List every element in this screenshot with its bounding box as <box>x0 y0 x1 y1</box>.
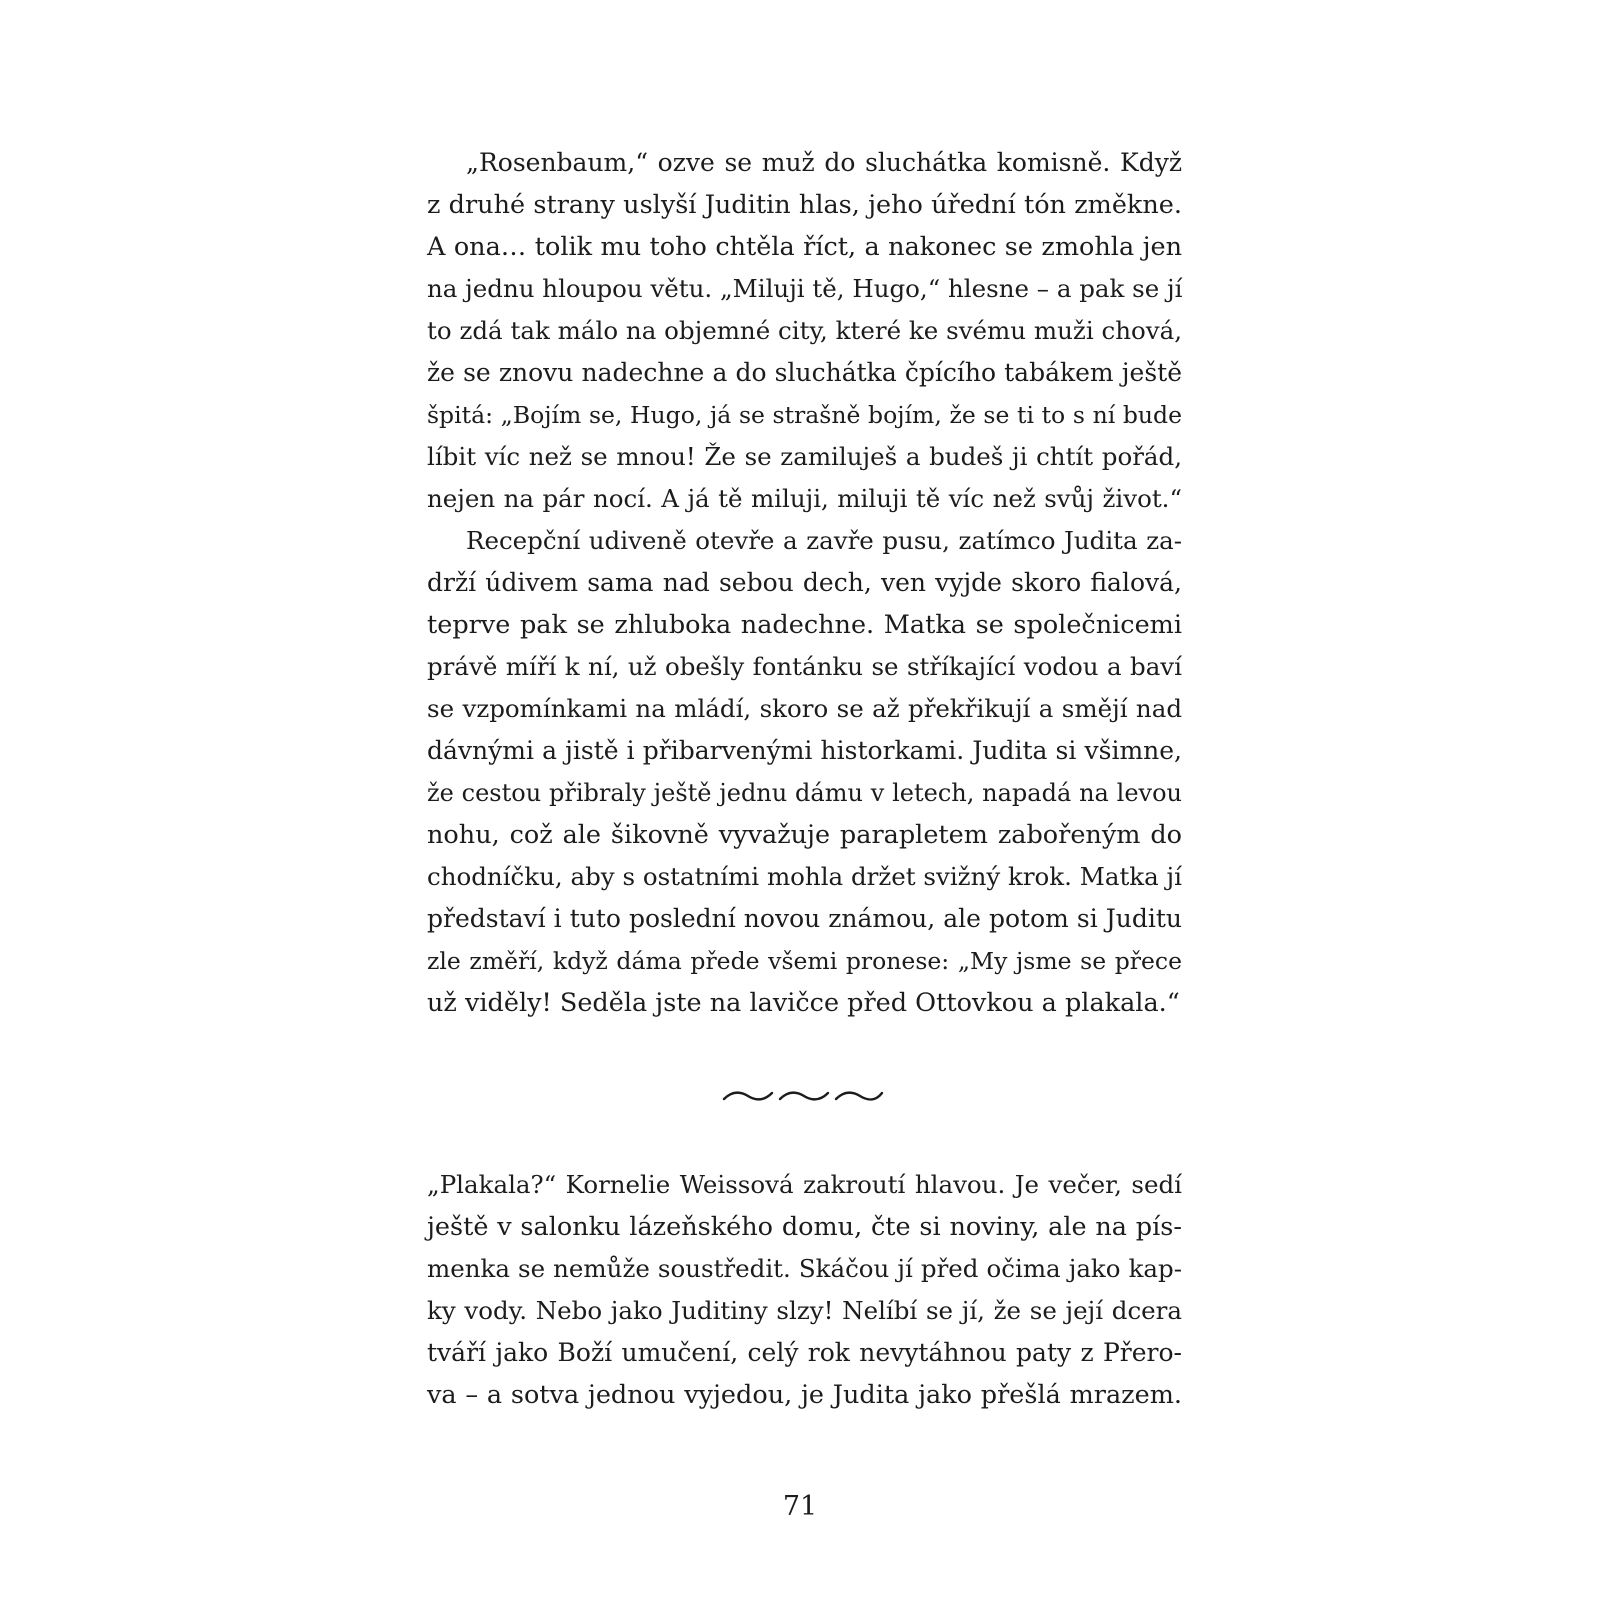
text-line: Recepční udiveně otevře a zavře pusu, zatímco Judita za- <box>466 526 1182 555</box>
text-line: zle změří, když dáma přede všemi pronese: „My jsme se přece <box>427 947 1182 975</box>
text-line: právě míří k ní, už obešly fontánku se stříkající vodou a baví <box>427 652 1182 681</box>
text-line: to zdá tak málo na objemné city, které ke svému muži chová, <box>427 316 1182 345</box>
text-line: „Plakala?“ Kornelie Weissová zakroutí hlavou. Je večer, sedí <box>427 1170 1182 1199</box>
text-line: nejen na pár nocí. A já tě miluji, miluji tě víc než svůj život.“ <box>427 484 1182 513</box>
text-line: představí i tuto poslední novou známou, ale potom si Juditu <box>427 904 1182 933</box>
text-line: menka se nemůže soustředit. Skáčou jí před očima jako kap- <box>427 1254 1182 1283</box>
text-line: teprve pak se zhluboka nadechne. Matka se společnicemi <box>427 610 1182 640</box>
text-line: už viděly! Seděla jste na lavičce před Ottovkou a plakala.“ <box>427 988 1180 1018</box>
text-line: drží údivem sama nad sebou dech, ven vyjde skoro fialová, <box>427 568 1182 597</box>
text-line: líbit víc než se mnou! Že se zamiluješ a budeš ji chtít pořád, <box>427 442 1182 471</box>
text-block-top <box>427 142 1182 1024</box>
text-line: na jednu hloupou větu. „Miluji tě, Hugo,“ hlesne – a pak se jí <box>427 274 1183 303</box>
paragraph <box>427 520 1182 1024</box>
text-line: chodníčku, aby s ostatními mohla držet svižný krok. Matka jí <box>427 862 1182 891</box>
tilde-ornament-icon <box>720 1080 884 1114</box>
text-line: va – a sotva jednou vyjedou, je Judita jako přešlá mrazem. <box>427 1380 1182 1410</box>
text-line: ky vody. Nebo jako Juditiny slzy! Nelíbí se jí, že se její dcera <box>427 1296 1182 1325</box>
text-line: tváří jako Boží umučení, celý rok nevytáhnou paty z Přero- <box>427 1338 1182 1367</box>
text-line: dávnými a jistě i přibarvenými historkami. Judita si všimne, <box>427 736 1182 765</box>
text-line: se vzpomínkami na mládí, skoro se až překřikují a smějí nad <box>427 694 1182 723</box>
text-line: že se znovu nadechne a do sluchátka čpícího tabákem ještě <box>427 358 1182 387</box>
text-line: A ona… tolik mu toho chtěla říct, a nakonec se zmohla jen <box>427 232 1182 262</box>
text-line: z druhé strany uslyší Juditin hlas, jeho úřední tón změkne. <box>427 190 1182 220</box>
text-line: špitá: „Bojím se, Hugo, já se strašně bojím, že se ti to s ní bude <box>427 401 1182 429</box>
text-block-bottom <box>427 1164 1182 1416</box>
text-line: „Rosenbaum,“ ozve se muž do sluchátka komisně. Když <box>466 148 1182 177</box>
text-line: že cestou přibraly ještě jednu dámu v letech, napadá na levou <box>427 779 1182 807</box>
page-number: 71 <box>782 1491 818 1522</box>
text-line: ještě v salonku lázeňského domu, čte si noviny, ale na pís- <box>427 1212 1182 1242</box>
paragraph <box>427 1164 1182 1416</box>
paragraph <box>427 142 1182 520</box>
text-line: nohu, což ale šikovně vyvažuje parapletem zabořeným do <box>427 820 1182 850</box>
section-break-ornament <box>720 1080 884 1114</box>
